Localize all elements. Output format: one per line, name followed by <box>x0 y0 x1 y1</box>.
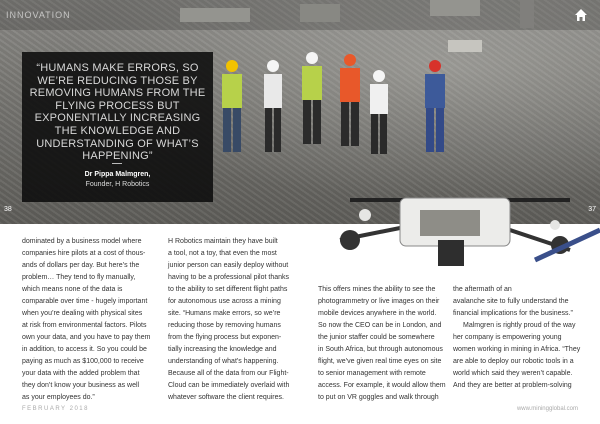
text-line: flight, we’ve given real time eyes on site <box>318 358 442 365</box>
text-line: mobile devices anywhere in the world. <box>318 310 437 317</box>
text-line: understanding of what’s happening. <box>168 358 279 365</box>
text-line: to senior management with remote <box>318 370 426 377</box>
worker-figure <box>334 52 366 152</box>
text-line: dominated by a business model where <box>22 238 142 245</box>
text-line: site. “Humans make errors, so we’re <box>168 310 281 317</box>
text-line: they don’t know your business as well <box>22 382 140 389</box>
text-line: H Robotics maintain they have built <box>168 238 278 245</box>
text-line: avalanche site to fully understand the <box>453 298 569 305</box>
text-line: for autonomous use across a mining <box>168 298 281 305</box>
text-line: her company is empowering young <box>453 334 562 341</box>
text-line: whatever software the client requires. <box>168 394 284 401</box>
article-column-4 <box>453 284 593 392</box>
text-line: problem… They tend to fly manually, <box>22 274 136 281</box>
text-line: ands of dollars per day. But here’s the <box>22 262 140 269</box>
text-line: own your data, and you have to pay them <box>22 334 151 341</box>
drone-image <box>320 180 600 280</box>
text-line: from the flying process but exponen- <box>168 334 282 341</box>
text-line: Because all of the data from our Flight- <box>168 370 289 377</box>
article-column-2 <box>168 236 308 404</box>
text-line: paying as much as $100,000 to receive <box>22 358 144 365</box>
pull-quote-text: “HUMANS MAKE ERRORS, SO WE’RE REDUCING THOSE BY REMOVING HUMANS FROM THE FLYING PROCESS BUT EXPONENTIALLY INCREASING THE KNOWLEDGE AND UNDERSTANDING OF WHAT’S HAPPENING” <box>29 62 206 163</box>
text-line: access. For example, it would allow them <box>318 382 446 389</box>
text-line: at risk from environmental factors. Pilots <box>22 322 147 329</box>
text-line: when you’re dealing with physical sites <box>22 310 143 317</box>
text-line: to the ability to set different flight paths <box>168 286 288 293</box>
article-column-3 <box>318 284 454 404</box>
text-line: This offers mines the ability to see the <box>318 286 436 293</box>
text-line: which means none of the data is <box>22 286 123 293</box>
worker-figure <box>364 68 394 160</box>
text-line: junior person can easily deploy without <box>168 262 289 269</box>
text-line: photogrammetry or live images on their <box>318 298 440 305</box>
text-line: comparable over time - hugely important <box>22 298 148 305</box>
text-line: So now the CEO can be in London, and <box>318 322 442 329</box>
text-line: a tool, not a toy, that even the most <box>168 250 277 257</box>
worker-figure <box>296 50 328 150</box>
text-line: to put on VR goggles and walk through <box>318 394 439 401</box>
home-icon[interactable] <box>574 8 588 22</box>
magazine-section-label: INNOVATION <box>6 10 71 20</box>
page-number-left: 38 <box>4 206 12 213</box>
text-line: in South Africa, but through autonomous <box>318 346 443 353</box>
worker-figure <box>258 58 288 158</box>
text-line: the aftermath of an <box>453 286 512 293</box>
footer-website-link[interactable]: www.miningglobal.com <box>516 406 578 412</box>
page-number-right: 37 <box>588 206 596 213</box>
text-line: your data with the added problem that <box>22 370 140 377</box>
quote-divider <box>112 163 122 164</box>
text-line: financial implications for the business.” <box>453 310 573 317</box>
text-line: tially increasing the knowledge and <box>168 346 277 353</box>
text-line: world which said they weren’t capable. <box>453 370 573 377</box>
quote-attribution-name: Dr Pippa Malmgren, <box>84 171 151 178</box>
text-line: women working in mining in Africa. “They <box>453 346 581 353</box>
text-line: Cloud can be immediately overlaid with <box>168 382 290 389</box>
text-line: And they are better at problem-solving <box>453 382 572 389</box>
text-line: are able to deploy our robotic tools in a <box>453 358 574 365</box>
text-line: reducing those by removing humans <box>168 322 281 329</box>
header-bar <box>0 0 600 30</box>
text-line: companies hire pilots at a cost of thous- <box>22 250 146 257</box>
text-line: having to be a professional pilot thanks <box>168 274 290 281</box>
worker-figure <box>212 58 252 158</box>
quote-attribution-role: Founder, H Robotics <box>85 181 150 188</box>
text-line: Malmgren is rightly proud of the way <box>463 322 576 329</box>
text-line: as your employees do.” <box>22 394 95 401</box>
worker-figure <box>418 58 452 158</box>
text-line: in addition, to access it. So you could be <box>22 346 147 353</box>
footer-date: FEBRUARY 2018 <box>22 406 89 412</box>
background-structure <box>448 40 482 52</box>
article-column-1 <box>22 236 162 404</box>
text-line: the junior staffer could be somewhere <box>318 334 435 341</box>
